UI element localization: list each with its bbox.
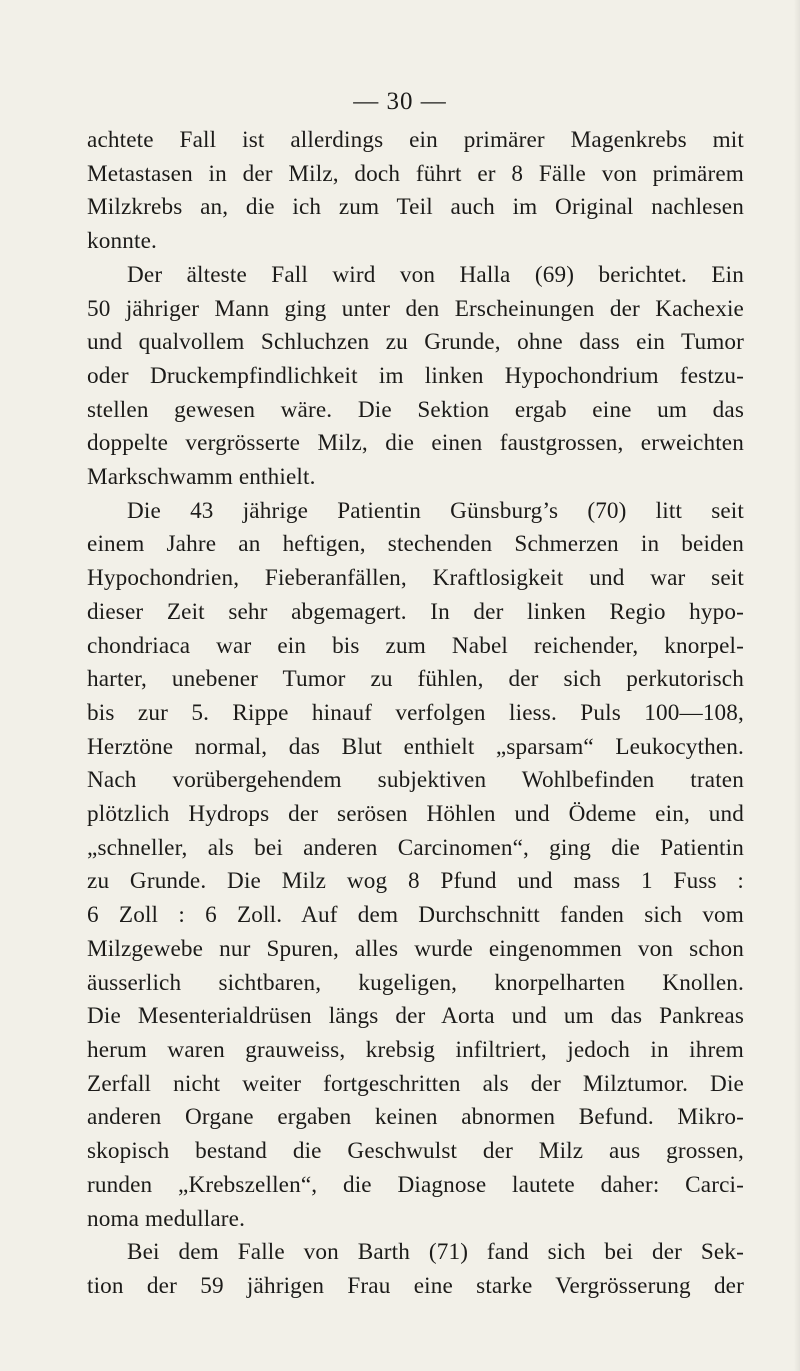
text-line: tion der 59 jährigen Frau eine starke Vergrösserung der <box>87 1272 744 1299</box>
text-line: Nach vorübergehendem subjektiven Wohlbefinden traten <box>87 767 744 794</box>
page-edge-shadow <box>794 0 800 1371</box>
paragraph-4 <box>87 1236 744 1303</box>
text-line: oder Druckempfindlichkeit im linken Hypochondrium festzu- <box>87 362 744 389</box>
text-line: einem Jahre an heftigen, stechenden Schmerzen in beiden <box>87 531 744 558</box>
text-line: und qualvollem Schluchzen zu Grunde, ohne dass ein Tumor <box>87 329 744 356</box>
text-line: Die Mesenterialdrüsen längs der Aorta und um das Pankreas <box>87 1003 744 1030</box>
text-line: Herztöne normal, das Blut enthielt „sparsam“ Leukocythen. <box>87 733 744 760</box>
text-line: doppelte vergrösserte Milz, die einen faustgrossen, erweichten <box>87 430 744 457</box>
text-line: Milzgewebe nur Spuren, alles wurde eingenommen von schon <box>87 935 744 962</box>
text-line: Der älteste Fall wird von Halla (69) berichtet. Ein <box>127 261 744 288</box>
text-line: bis zur 5. Rippe hinauf verfolgen liess. Puls 100—108, <box>87 699 744 726</box>
text-line: harter, unebener Tumor zu fühlen, der sich perkutorisch <box>87 666 744 693</box>
paragraph-1 <box>87 124 744 259</box>
text-line: Die 43 jährige Patientin Günsburg’s (70) litt seit <box>127 497 744 524</box>
text-line: skopisch bestand die Geschwulst der Milz aus grossen, <box>87 1138 744 1165</box>
text-line: Milzkrebs an, die ich zum Teil auch im Original nachlesen <box>87 194 744 221</box>
text-line: konnte. <box>87 228 157 255</box>
body-text <box>87 124 744 1304</box>
text-line: runden „Krebszellen“, die Diagnose lautete daher: Carci- <box>87 1171 744 1198</box>
text-line: 6 Zoll : 6 Zoll. Auf dem Durchschnitt fanden sich vom <box>87 902 744 929</box>
text-line: herum waren grauweiss, krebsig infiltriert, jedoch in ihrem <box>87 1036 744 1063</box>
text-line: äusserlich sichtbaren, kugeligen, knorpelharten Knollen. <box>87 969 744 996</box>
text-line: chondriaca war ein bis zum Nabel reichender, knorpel- <box>87 632 744 659</box>
text-line: Bei dem Falle von Barth (71) fand sich bei der Sek- <box>127 1239 744 1266</box>
text-line: 50 jähriger Mann ging unter den Erscheinungen der Kachexie <box>87 295 744 322</box>
text-line: zu Grunde. Die Milz wog 8 Pfund und mass 1 Fuss : <box>87 868 744 895</box>
text-line: „schneller, als bei anderen Carcinomen“, ging die Patientin <box>87 834 744 861</box>
text-line: Markschwamm enthielt. <box>87 464 316 491</box>
text-line: plötzlich Hydrops der serösen Höhlen und Ödeme ein, und <box>87 801 744 828</box>
text-line: noma medullare. <box>87 1205 246 1232</box>
text-line: Zerfall nicht weiter fortgeschritten als der Milztumor. Die <box>87 1070 744 1097</box>
paragraph-2 <box>87 259 744 495</box>
page-number: — 30 — <box>353 88 447 115</box>
paragraph-3 <box>87 495 744 1236</box>
text-line: anderen Organe ergaben keinen abnormen Befund. Mikro- <box>87 1104 744 1131</box>
text-line: dieser Zeit sehr abgemagert. In der linken Regio hypo- <box>87 598 744 625</box>
text-line: achtete Fall ist allerdings ein primärer Magenkrebs mit <box>87 127 744 153</box>
text-line: Metastasen in der Milz, doch führt er 8 Fälle von primärem <box>87 160 744 187</box>
text-line: Hypochondrien, Fieberanfällen, Kraftlosigkeit und war seit <box>87 565 744 592</box>
text-line: stellen gewesen wäre. Die Sektion ergab eine um das <box>87 396 744 423</box>
